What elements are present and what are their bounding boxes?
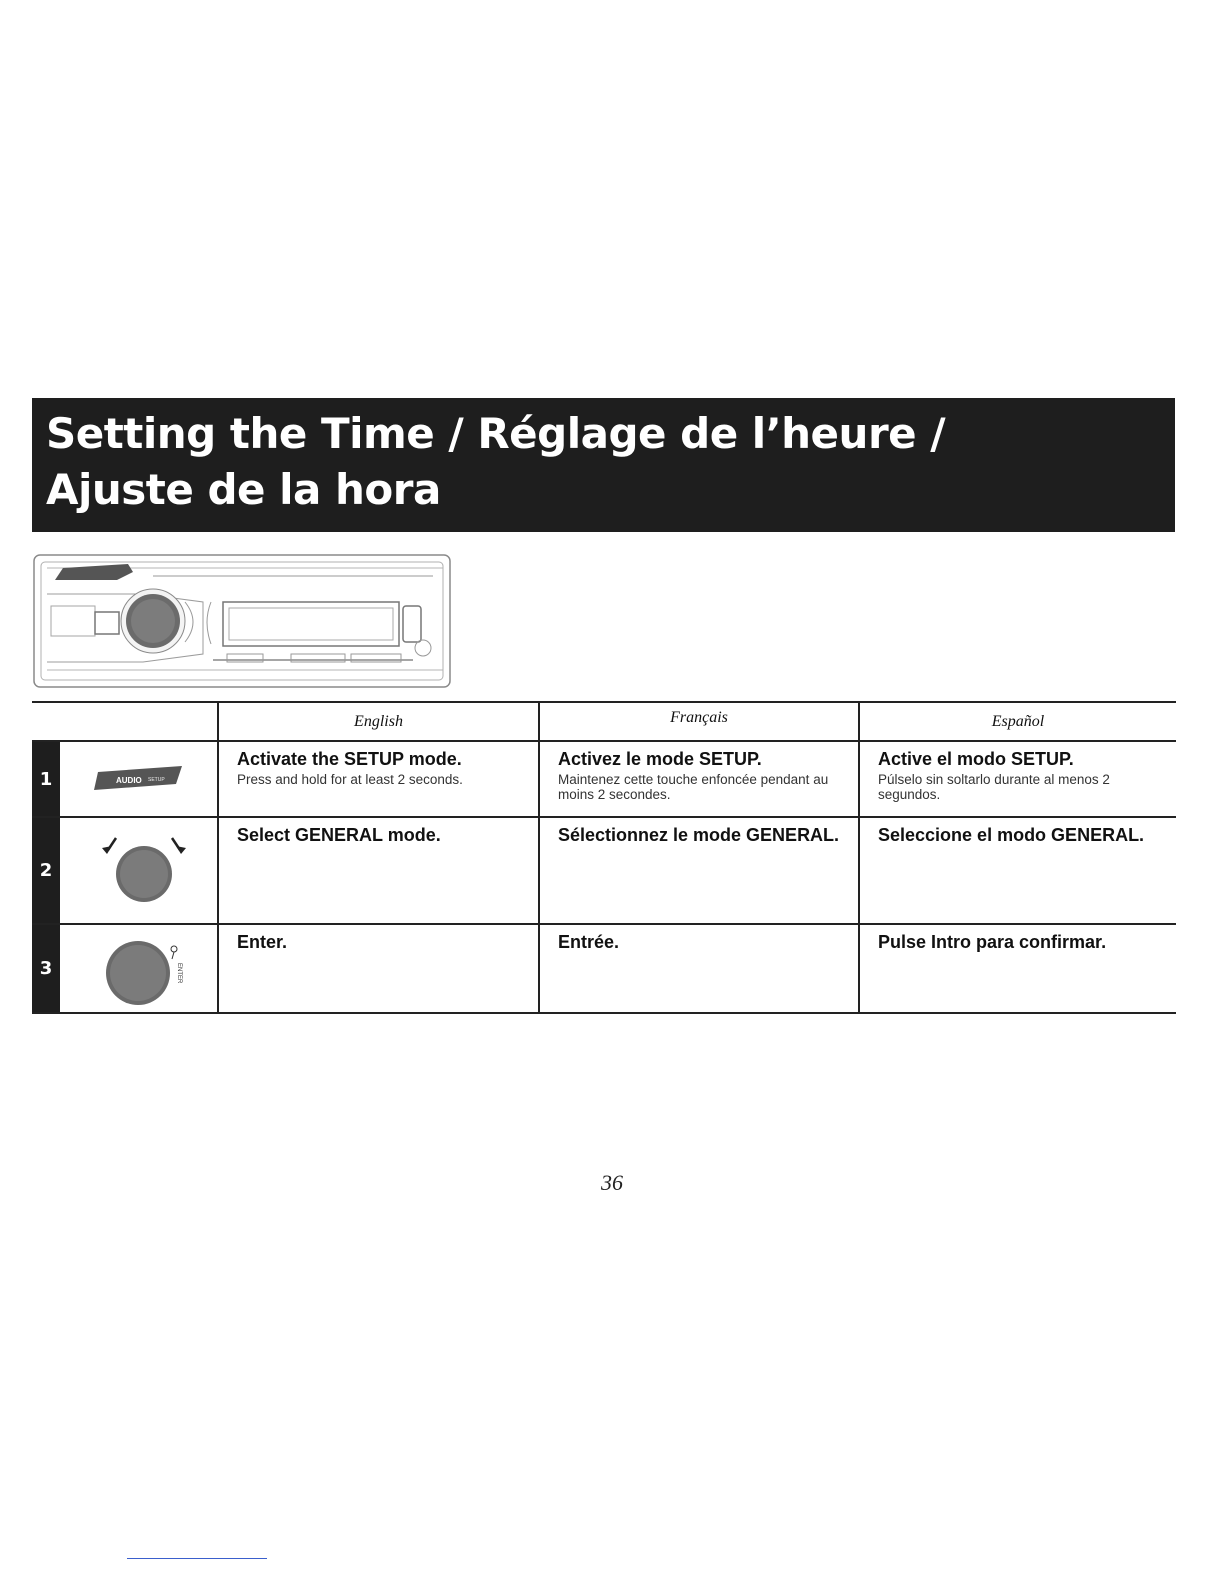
header-english: English	[217, 703, 538, 740]
car-stereo-faceplate-illustration	[33, 554, 451, 688]
step-1-french-sub: Maintenez cette touche enfoncée pendant au moins 2 secondes.	[558, 772, 829, 802]
step-2-english-main: Select GENERAL mode.	[237, 825, 441, 845]
step-1-english-sub: Press and hold for at least 2 seconds.	[237, 772, 463, 787]
title-banner	[32, 398, 1175, 532]
step-3-french	[538, 925, 858, 1012]
header-empty-cell	[32, 703, 217, 740]
header-french: Français	[538, 703, 858, 740]
step-3-english	[217, 925, 538, 1012]
step-3-spanish	[858, 925, 1176, 1012]
step-number-3: 3	[32, 925, 60, 1012]
step-2-french	[538, 818, 858, 923]
language-header-row	[32, 701, 1176, 742]
header-spanish: Español	[858, 703, 1176, 740]
step-2-french-main: Sélectionnez le mode GENERAL.	[558, 825, 840, 845]
step-1-spanish	[858, 742, 1176, 816]
page-title-line-2: Ajuste de la hora	[46, 465, 441, 514]
page-title-line-1: Setting the Time / Réglage de l’heure /	[46, 409, 946, 458]
rotary-knob-press-enter-icon	[94, 931, 194, 1011]
step-2-spanish	[858, 818, 1176, 923]
audio-setup-button-icon	[92, 764, 188, 794]
step-1-french	[538, 742, 858, 816]
step-3-english-main: Enter.	[237, 932, 288, 952]
setup-button-label: SETUP	[148, 777, 165, 783]
step-number-1: 1	[32, 742, 60, 816]
table-row-step-2	[32, 818, 1176, 925]
rotary-knob-turn-icon	[94, 828, 194, 908]
enter-label: ENTER	[176, 963, 182, 984]
audio-button-label: AUDIO	[116, 776, 142, 785]
footer-link-rule	[127, 1558, 267, 1559]
step-3-french-main: Entrée.	[558, 932, 620, 952]
step-number-2: 2	[32, 818, 60, 923]
table-row-step-1	[32, 742, 1176, 818]
step-1-marker-cell	[32, 742, 217, 816]
step-1-english-main: Activate the SETUP mode.	[237, 749, 462, 769]
step-1-french-main: Activez le mode SETUP.	[558, 749, 762, 769]
step-1-english	[217, 742, 538, 816]
page-number: 36	[601, 1170, 623, 1195]
step-3-spanish-main: Pulse Intro para confirmar.	[878, 932, 1107, 952]
step-2-spanish-main: Seleccione el modo GENERAL.	[878, 825, 1145, 845]
step-1-spanish-main: Active el modo SETUP.	[878, 749, 1074, 769]
step-2-marker-cell	[32, 818, 217, 923]
step-1-spanish-sub: Púlselo sin soltarlo durante al menos 2 segundos.	[878, 772, 1110, 802]
step-2-english	[217, 818, 538, 923]
step-3-marker-cell	[32, 925, 217, 1012]
steps-table	[32, 701, 1176, 1014]
table-row-step-3	[32, 925, 1176, 1014]
